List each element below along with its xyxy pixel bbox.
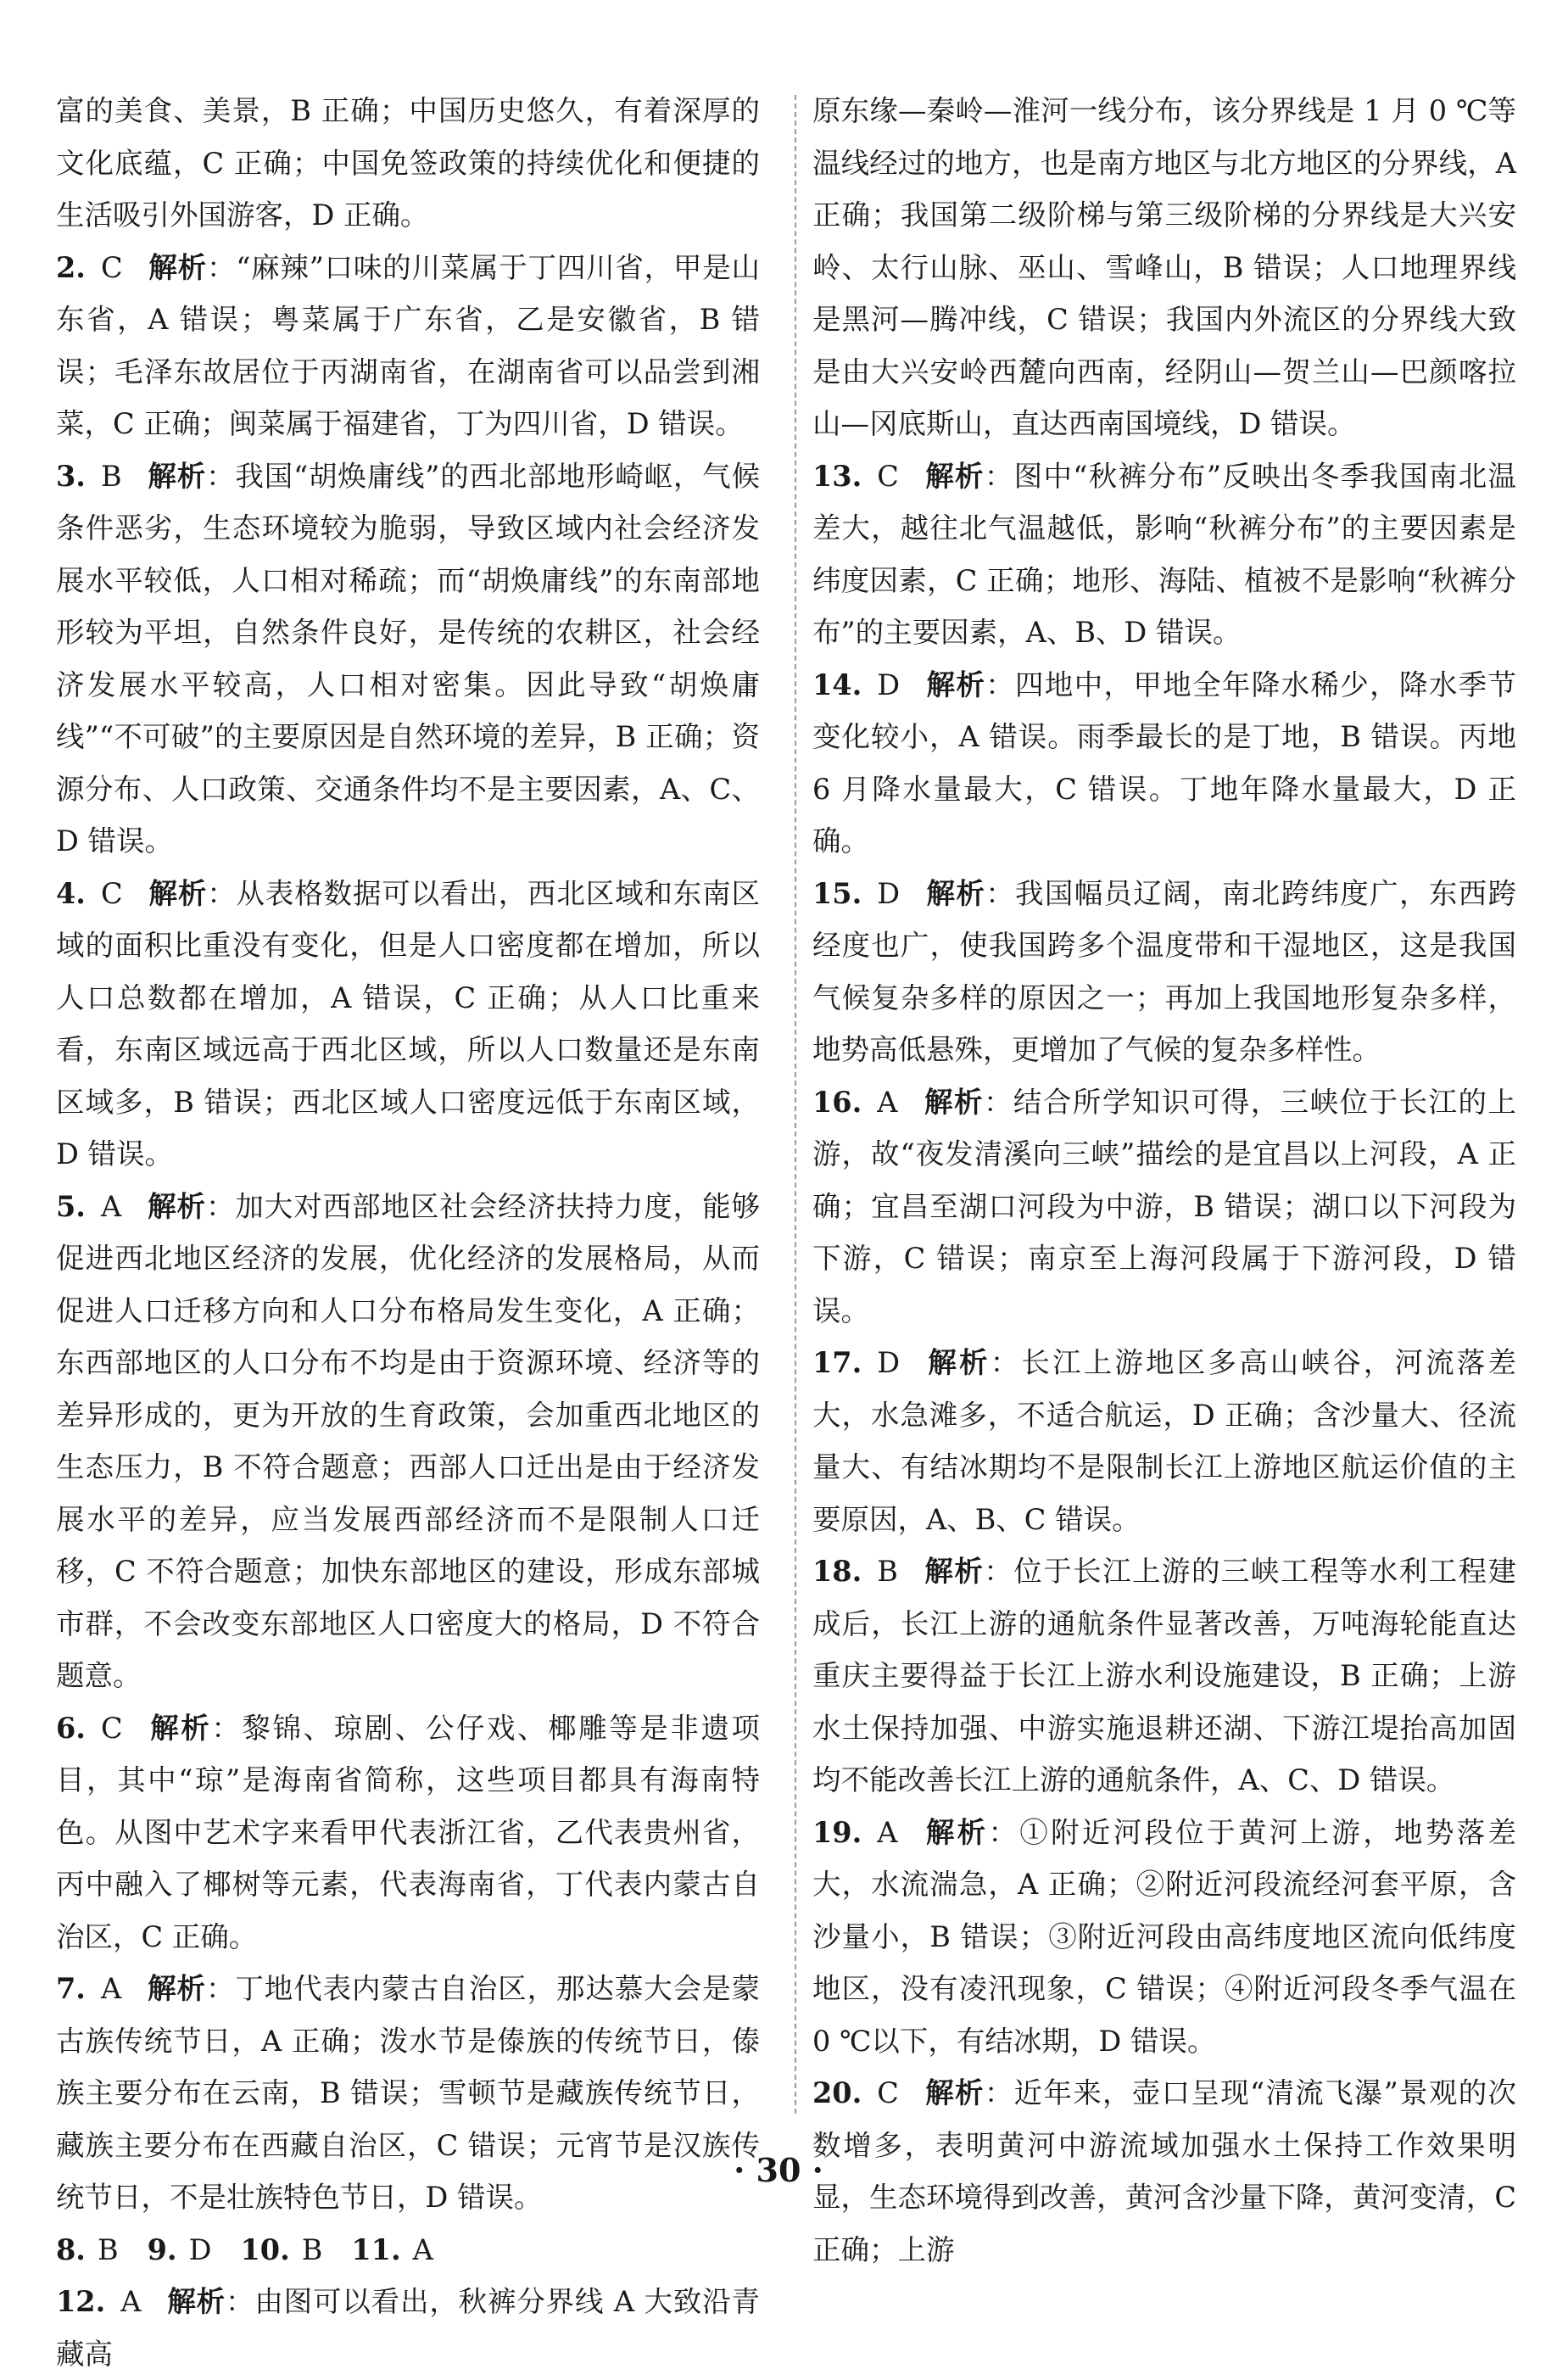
answer-item (56, 450, 760, 868)
explanation-text: ：由图可以看出，秋裤分界线 A 大致沿青藏高 (56, 2285, 760, 2371)
explanation-text: ：丁地代表内蒙古自治区，那达慕大会是蒙古族传统节日，A 正确；泼水节是傣族的传统节日，傣族主要分布在云南，B 错误；雪顿节是藏族传统节日，藏族主要分布在西藏自治区，C 错误；元宵节是汉族传统节日，不是壮族特色节日，D 错误。 (56, 1972, 761, 2214)
question-number: 3. (56, 459, 86, 493)
answer-choice: A (120, 2285, 142, 2318)
explanation-text: ：四地中，甲地全年降水稀少，降水季节变化较小，A 错误。雨季最长的是丁地，B 错误。丙地 6 月降水量最大，C 错误。丁地年降水量最大，D 正确。 (812, 668, 1517, 858)
answer-choice: C (100, 1711, 123, 1745)
explanation-label: 解析 (924, 459, 985, 493)
question-number: 19. (812, 1815, 862, 1849)
answer-item (56, 242, 760, 450)
short-answers (56, 2224, 760, 2277)
answer-choice: D (877, 876, 901, 910)
answer-choice: A (412, 2232, 433, 2266)
answer-choice: A (877, 1815, 898, 1849)
answer-item (56, 1702, 760, 1964)
question-number: 18. (812, 1555, 862, 1588)
explanation-text: ：①附近河段位于黄河上游，地势落差大，水流湍急，A 正确；②附近河段流经河套平原，含沙量小，B 错误；③附近河段由高纬度地区流向低纬度地区，没有凌汛现象，C 错误；④附近河段冬季气温在 0 ℃以下，有结冰期，D 错误。 (812, 1815, 1517, 2058)
explanation-text: ：结合所学知识可得，三峡位于长江的上游，故“夜发清溪向三峡”描绘的是宜昌以上河段，A 正确；宜昌至湖口河段为中游，B 错误；湖口以下河段为下游，C 错误；南京至上海河段属于下游河段，D 错误。 (812, 1085, 1517, 1327)
answer-item (812, 659, 1516, 868)
explanation-label: 解析 (924, 2076, 985, 2109)
question-number: 4. (56, 876, 86, 910)
answer-item (56, 1181, 760, 1702)
question-number: 5. (56, 1189, 86, 1223)
question-number: 12. (56, 2285, 106, 2318)
question-number: 7. (56, 1972, 86, 2005)
explanation-label: 解析 (147, 1189, 206, 1223)
explanation-label: 解析 (925, 1346, 991, 1379)
explanation-label: 解析 (148, 876, 208, 910)
answer-item (56, 2276, 760, 2380)
explanation-text: ：我国幅员辽阔，南北跨纬度广，东西跨经度也广，使我国跨多个温度带和干湿地区，这是我国气候复杂多样的原因之一；再加上我国地形复杂多样，地势高低悬殊，更增加了气候的复杂多样性。 (812, 876, 1517, 1066)
right-column (812, 85, 1516, 2276)
answer-choice: A (877, 1085, 898, 1119)
column-divider (795, 95, 796, 2114)
answer-item (812, 450, 1516, 659)
answer-item (812, 1807, 1516, 2068)
question-number: 11. (351, 2232, 401, 2266)
question-number: 15. (812, 876, 862, 910)
answer-item (812, 1076, 1516, 1338)
question-number: 14. (812, 668, 862, 701)
explanation-label: 解析 (923, 1085, 984, 1119)
explanation-label: 解析 (148, 250, 207, 284)
answer-item (812, 868, 1516, 1076)
answer-item (812, 1337, 1516, 1545)
answer-choice: D (877, 668, 901, 701)
explanation-text: ：“麻辣”口味的川菜属于丁四川省，甲是山东省，A 错误；粤菜属于广东省，乙是安徽省，B 错误；毛泽东故居位于丙湖南省，在湖南省可以品尝到湘菜，C 正确；闽菜属于福建省，丁为四川省，D 错误。 (56, 250, 760, 440)
answer-choice: C (100, 250, 123, 284)
explanation-text: ：图中“秋裤分布”反映出冬季我国南北温差大，越往北气温越低，影响“秋裤分布”的主要因素是纬度因素，C 正确；地形、海陆、植被不是影响“秋裤分布”的主要因素，A、B、D 错误。 (812, 459, 1516, 649)
question-number: 8. (56, 2232, 86, 2266)
explanation-label: 解析 (923, 1815, 989, 1849)
answer-choice: B (97, 2232, 119, 2266)
answer-list-right (812, 450, 1516, 2277)
explanation-text: ：黎锦、琼剧、公仔戏、椰雕等是非遗项目，其中“琼”是海南省简称，这些项目都具有海南特色。从图中艺术字来看甲代表浙江省，乙代表贵州省，丙中融入了椰树等元素，代表海南省，丁代表内蒙古自治区，C 正确。 (56, 1711, 761, 1953)
explanation-text: ：加大对西部地区社会经济扶持力度，能够促进西北地区经济的发展，优化经济的发展格局，从而促进人口迁移方向和人口分布格局发生变化，A 正确；东西部地区的人口分布不均是由于资源环境、经济等的差异形成的，更为开放的生育政策，会加重西北地区的生态压力，B 不符合题意；西部人口迁出是由于经济发展水平的差异，应当发展西部经济而不是限制人口迁移，C 不符合题意；加快东部地区的建设，形成东部城市群，不会改变东部地区人口密度大的格局，D 不符合题意。 (56, 1189, 761, 1692)
explanation-text: ：近年来，壶口呈现“清流飞瀑”景观的次数增多，表明黄河中游流域加强水土保持工作效果明显，生态环境得到改善，黄河含沙量下降，黄河变清，C 正确；上游 (812, 2076, 1516, 2266)
answer-item (812, 1545, 1516, 1807)
explanation-text: ：位于长江上游的三峡工程等水利工程建成后，长江上游的通航条件显著改善，万吨海轮能直达重庆主要得益于长江上游水利设施建设，B 正确；上游水土保持加强、中游实施退耕还湖、下游江堤抬高加固均不能改善长江上游的通航条件，A、C、D 错误。 (812, 1555, 1517, 1796)
page-number: · 30 · (734, 2151, 823, 2189)
explanation-label: 解析 (166, 2285, 226, 2318)
answer-choice: A (100, 1972, 122, 2005)
answer-choice: B (301, 2232, 323, 2266)
explanation-label: 解析 (925, 668, 986, 701)
answer-choice: C (877, 459, 899, 493)
explanation-label: 解析 (147, 459, 207, 493)
continuation-text: 原东缘—秦岭—淮河一线分布，该分界线是 1 月 0 ℃等温线经过的地方，也是南方地区与北方地区的分界线，A 正确；我国第二级阶梯与第三级阶梯的分界线是大兴安岭、太行山脉、巫山、雪峰山，B 错误；人口地理界线是黑河—腾冲线，C 错误；我国内外流区的分界线大致是由大兴安岭西麓向西南，经阴山—贺兰山—巴颜喀拉山—冈底斯山，直达西南国境线，D 错误。 (812, 94, 1516, 440)
question-number: 10. (240, 2232, 290, 2266)
question-number: 16. (812, 1085, 862, 1119)
answer-choice: D (877, 1346, 901, 1379)
answer-item (56, 868, 760, 1181)
answer-choice: C (100, 876, 123, 910)
left-column (56, 85, 760, 2380)
answer-choice: B (100, 459, 122, 493)
explanation-label: 解析 (148, 1711, 212, 1745)
answer-list-left (56, 242, 760, 2224)
explanation-text: ：长江上游地区多高山峡谷，河流落差大，水急滩多，不适合航运，D 正确；含沙量大、径流量大、有结冰期均不是限制长江上游地区航运价值的主要原因，A、B、C 错误。 (812, 1346, 1517, 1536)
question-number: 17. (812, 1346, 862, 1379)
answer-choice: C (877, 2076, 899, 2109)
explanation-label: 解析 (147, 1972, 206, 2005)
question-number: 2. (56, 250, 86, 284)
explanation-text: ：我国“胡焕庸线”的西北部地形崎岖，气候条件恶劣，生态环境较为脆弱，导致区域内社会经济发展水平较低，人口相对稀疏；而“胡焕庸线”的东南部地形较为平坦，自然条件良好，是传统的农耕区，社会经济发展水平较高，人口相对密集。因此导致“胡焕庸线”“不可破”的主要原因是自然环境的差异，B 正确；资源分布、人口政策、交通条件均不是主要因素，A、C、D 错误。 (56, 459, 760, 858)
answer-choice: D (188, 2232, 212, 2266)
answer-choice: A (100, 1189, 122, 1223)
explanation-text: ：从表格数据可以看出，西北区域和东南区域的面积比重没有变化，但是人口密度都在增加，所以人口总数都在增加，A 错误，C 正确；从人口比重来看，东南区域远高于西北区域，所以人口数量还是东南区域多，B 错误；西北区域人口密度远低于东南区域，D 错误。 (56, 876, 761, 1170)
explanation-label: 解析 (923, 1555, 985, 1588)
question-number: 6. (56, 1711, 86, 1745)
answer-choice: B (877, 1555, 898, 1588)
question-number: 20. (812, 2076, 862, 2109)
question-number: 13. (812, 459, 862, 493)
continuation-text: 富的美食、美景，B 正确；中国历史悠久，有着深厚的文化底蕴，C 正确；中国免签政策的持续优化和便捷的生活吸引外国游客，D 正确。 (56, 94, 760, 232)
explanation-label: 解析 (925, 876, 986, 910)
question-number: 9. (147, 2232, 177, 2266)
